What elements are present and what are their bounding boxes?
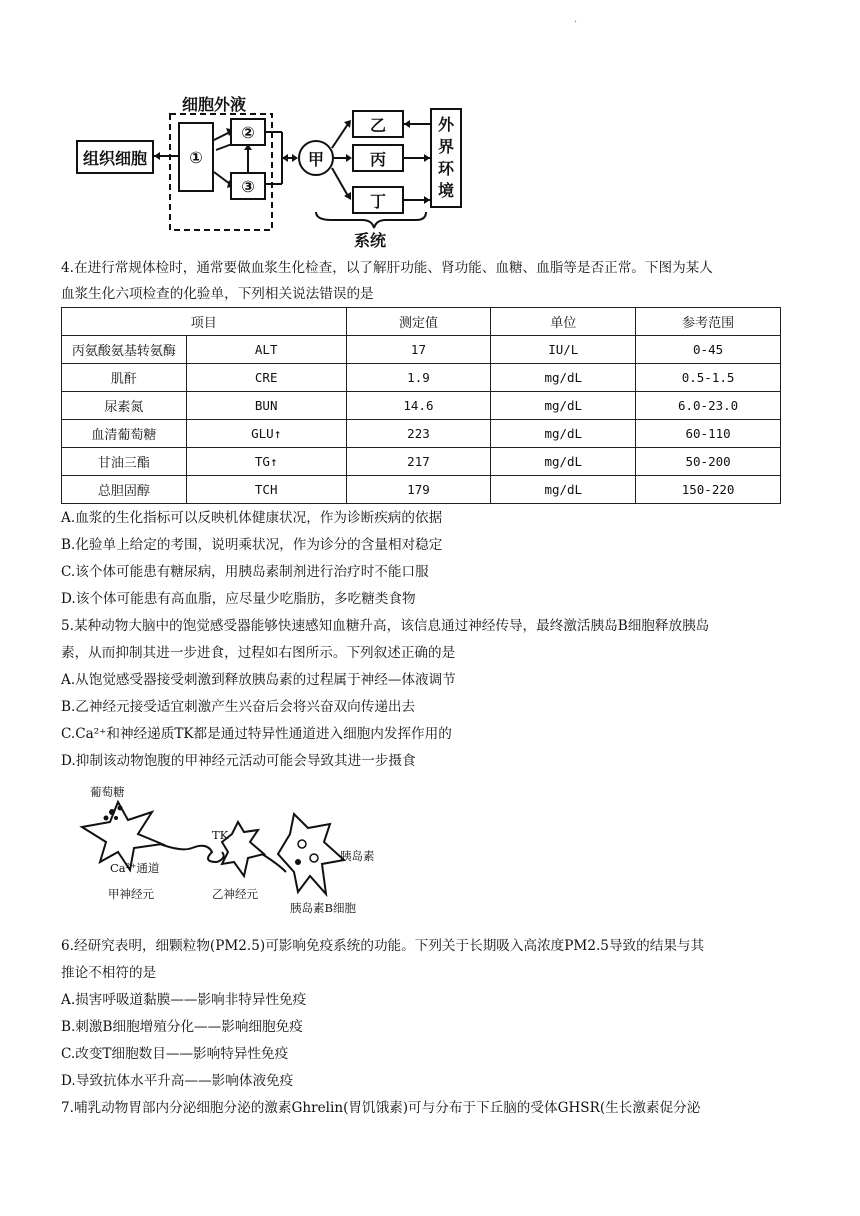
tissue-cell-box: 组织细胞 — [76, 140, 154, 174]
glucose-label: 葡萄糖 — [90, 785, 125, 799]
header-unit: 单位 — [491, 308, 636, 336]
lab-report-table — [61, 307, 781, 504]
external-environment-box — [430, 108, 462, 208]
cell-unit: IU/L — [491, 336, 636, 364]
neuron-pathway-figure — [72, 782, 402, 922]
cell-item-code: BUN — [186, 392, 346, 420]
cell-range: 150-220 — [636, 476, 781, 504]
q4-option-a: A.血浆的生化指标可以反映机体健康状况，作为诊断疾病的依据 — [61, 510, 443, 526]
node-3-box: ③ — [230, 172, 266, 200]
cell-unit: mg/dL — [491, 476, 636, 504]
cell-range: 60-110 — [636, 420, 781, 448]
external-env-char: 境 — [437, 181, 454, 200]
q6-option-a: A.损害呼吸道黏膜——影响非特异性免疫 — [61, 992, 307, 1008]
external-env-char: 外 — [437, 115, 454, 134]
q4-stem-line-1: 4.在进行常规体检时，通常要做血浆生化检查，以了解肝功能、肾功能、血糖、血脂等是否正常。下图为某人 — [61, 260, 713, 276]
cell-item-code: TCH — [186, 476, 346, 504]
cell-item-name: 甘油三酯 — [62, 448, 187, 476]
external-env-char: 界 — [437, 137, 454, 156]
q6-stem-line-1: 6.经研究表明，细颗粒物(PM2.5)可影响免疫系统的功能。下列关于长期吸入高浓度PM2.5导致的结果与其 — [61, 938, 705, 954]
q5-option-b: B.乙神经元接受适宜刺激产生兴奋后会将兴奋双向传递出去 — [61, 699, 416, 715]
body-fluid-diagram — [70, 92, 470, 252]
table-row — [62, 420, 781, 448]
tk-label: TK — [212, 828, 229, 842]
table-row — [62, 476, 781, 504]
cell-item-code: TG↑ — [186, 448, 346, 476]
page-dot: . — [574, 14, 578, 25]
cell-range: 0.5-1.5 — [636, 364, 781, 392]
q4-option-d: D.该个体可能患有高血脂，应尽量少吃脂肪，多吃糖类食物 — [61, 591, 416, 607]
q4-option-c: C.该个体可能患有糖尿病，用胰岛素制剂进行治疗时不能口服 — [61, 564, 429, 580]
table-row — [62, 336, 781, 364]
q6-stem-line-2: 推论不相符的是 — [61, 965, 157, 981]
cell-value: 179 — [346, 476, 491, 504]
q6-option-b: B.刺激B细胞增殖分化——影响细胞免疫 — [61, 1019, 303, 1035]
ding-box: 丁 — [352, 186, 404, 214]
q5-stem-line-2: 素，从而抑制其进一步进食，过程如右图所示。下列叙述正确的是 — [61, 645, 456, 661]
ca-channel-label: Ca²⁺通道 — [110, 861, 160, 875]
cell-range: 6.0-23.0 — [636, 392, 781, 420]
q6-option-d: D.导致抗体水平升高——影响体液免疫 — [61, 1073, 294, 1089]
cell-unit: mg/dL — [491, 448, 636, 476]
q5-stem-line-1: 5.某种动物大脑中的饱觉感受器能够快速感知血糖升高，该信息通过神经传导，最终激活胰岛B细胞释放胰岛 — [61, 618, 710, 634]
cell-unit: mg/dL — [491, 392, 636, 420]
q7-stem-line-1: 7.哺乳动物胃部内分泌细胞分泌的激素Ghrelin(胃饥饿素)可与分布于下丘脑的受体GHSR(生长激素促分泌 — [61, 1100, 701, 1116]
cell-value: 17 — [346, 336, 491, 364]
cell-item-name: 尿素氮 — [62, 392, 187, 420]
extracellular-fluid-label: 细胞外液 — [182, 95, 247, 114]
beta-cell-label: 胰岛素B细胞 — [290, 901, 356, 915]
q4-option-b: B.化验单上给定的考围，说明乘状况，作为诊分的含量相对稳定 — [61, 537, 443, 553]
header-item: 项目 — [62, 308, 347, 336]
external-env-char: 环 — [437, 159, 454, 178]
cell-value: 14.6 — [346, 392, 491, 420]
q5-option-a: A.从饱觉感受器接受刺激到释放胰岛素的过程属于神经—体液调节 — [61, 672, 456, 688]
q5-option-d: D.抑制该动物饱腹的甲神经元活动可能会导致其进一步摄食 — [61, 753, 416, 769]
node-1-box: ① — [178, 122, 214, 192]
cell-item-code: GLU↑ — [186, 420, 346, 448]
q4-stem-line-2: 血浆生化六项检查的化验单，下列相关说法错误的是 — [61, 286, 374, 302]
cell-range: 50-200 — [636, 448, 781, 476]
cell-unit: mg/dL — [491, 364, 636, 392]
header-value: 测定值 — [346, 308, 491, 336]
cell-value: 223 — [346, 420, 491, 448]
q6-option-c: C.改变T细胞数目——影响特异性免疫 — [61, 1046, 289, 1062]
cell-item-name: 丙氨酸氨基转氨酶 — [62, 336, 187, 364]
cell-item-code: ALT — [186, 336, 346, 364]
cell-item-name: 总胆固醇 — [62, 476, 187, 504]
yi-box: 乙 — [352, 110, 404, 138]
header-range: 参考范围 — [636, 308, 781, 336]
cell-value: 217 — [346, 448, 491, 476]
cell-range: 0-45 — [636, 336, 781, 364]
cell-value: 1.9 — [346, 364, 491, 392]
cell-item-name: 血清葡萄糖 — [62, 420, 187, 448]
table-row — [62, 448, 781, 476]
node-2-box: ② — [230, 118, 266, 146]
jia-circle: 甲 — [298, 140, 334, 176]
neuron-yi-label: 乙神经元 — [212, 887, 258, 901]
q5-option-c: C.Ca²⁺和神经递质TK都是通过特异性通道进入细胞内发挥作用的 — [61, 726, 452, 742]
neuron-jia-label: 甲神经元 — [108, 887, 154, 901]
bing-box: 丙 — [352, 144, 404, 172]
cell-item-code: CRE — [186, 364, 346, 392]
cell-unit: mg/dL — [491, 420, 636, 448]
cell-item-name: 肌酐 — [62, 364, 187, 392]
table-header-row — [62, 308, 781, 336]
system-label: 系统 — [354, 231, 387, 250]
table-row — [62, 364, 781, 392]
table-row — [62, 392, 781, 420]
insulin-label: 胰岛素 — [340, 849, 375, 863]
